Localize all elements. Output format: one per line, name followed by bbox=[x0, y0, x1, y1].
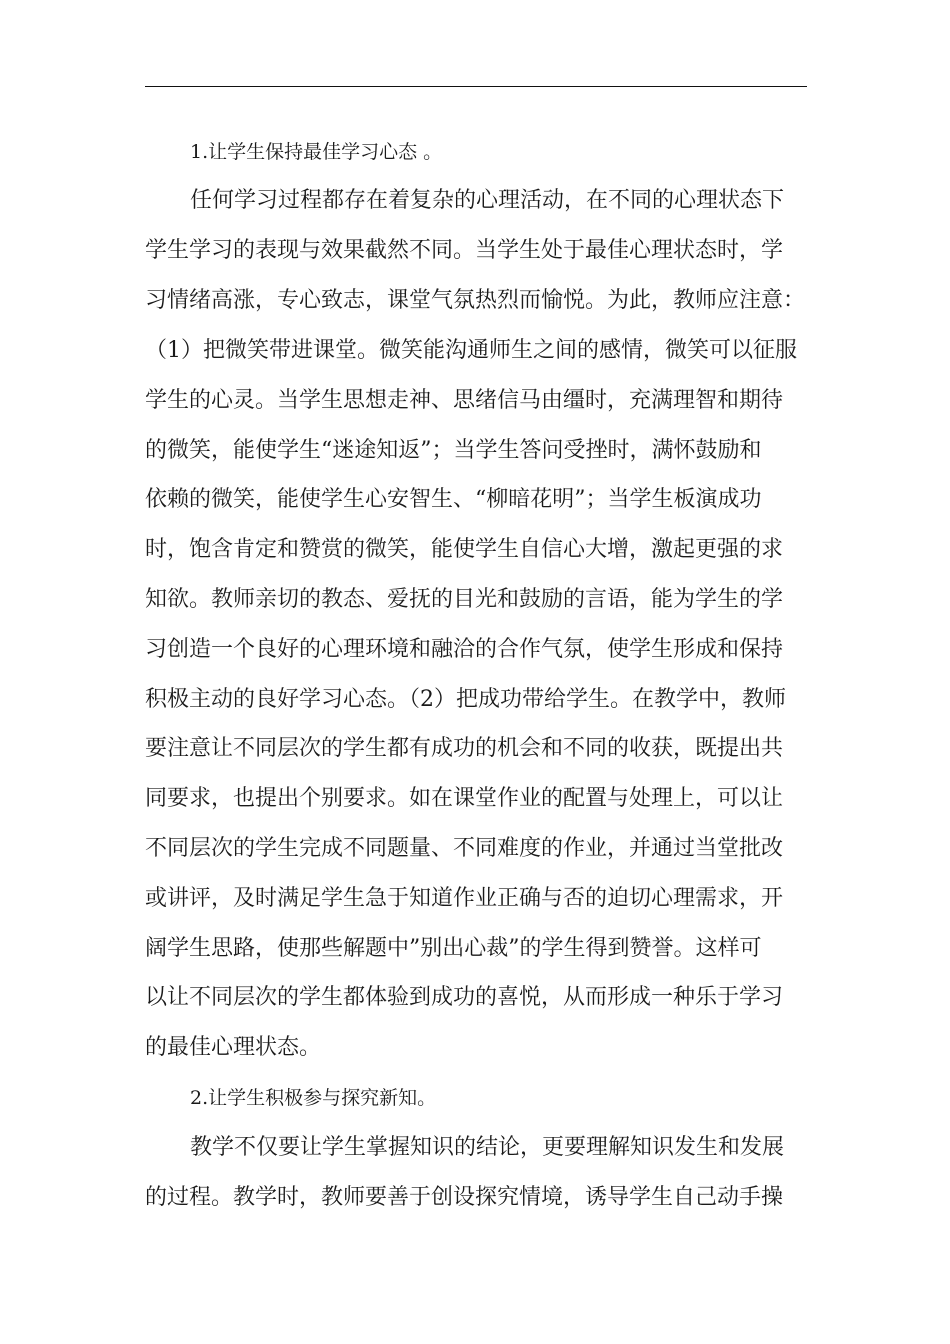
paragraph-line: （1）把微笑带进课堂。微笑能沟通师生之间的感情，微笑可以征服 bbox=[145, 338, 797, 363]
paragraph-line: 习创造一个良好的心理环境和融洽的合作气氛，使学生形成和保持 bbox=[145, 637, 784, 662]
paragraph-line: 任何学习过程都存在着复杂的心理活动，在不同的心理状态下 bbox=[190, 188, 785, 213]
paragraph-line: 依赖的微笑，能使学生心安智生、“柳暗花明”；当学生板演成功 bbox=[145, 487, 762, 512]
paragraph-line: 要注意让不同层次的学生都有成功的机会和不同的收获，既提出共 bbox=[145, 736, 784, 761]
paragraph-line: 教学不仅要让学生掌握知识的结论，更要理解知识发生和发展 bbox=[190, 1135, 785, 1160]
paragraph-line: 习情绪高涨，专心致志，课堂气氛热烈而愉悦。为此，教师应注意： bbox=[145, 288, 806, 313]
paragraph-line: 知欲。教师亲切的教态、爱抚的目光和鼓励的言语，能为学生的学 bbox=[145, 587, 784, 612]
paragraph-line: 时，饱含肯定和赞赏的微笑，能使学生自信心大增，激起更强的求 bbox=[145, 537, 784, 562]
section-heading-2: 2.让学生积极参与探究新知。 bbox=[190, 1087, 437, 1109]
paragraph-line: 同要求，也提出个别要求。如在课堂作业的配置与处理上，可以让 bbox=[145, 786, 784, 811]
paragraph-line: 的过程。教学时，教师要善于创设探究情境，诱导学生自己动手操 bbox=[145, 1185, 784, 1210]
section-heading-1: 1.让学生保持最佳学习心态 。 bbox=[190, 141, 443, 163]
header-rule bbox=[145, 86, 807, 87]
paragraph-line: 的微笑，能使学生“迷途知返”；当学生答问受挫时，满怀鼓励和 bbox=[145, 438, 762, 463]
paragraph-line: 阔学生思路，使那些解题中”别出心裁”的学生得到赞誉。这样可 bbox=[145, 936, 762, 961]
paragraph-line: 学生的心灵。当学生思想走神、思绪信马由缰时，充满理智和期待 bbox=[145, 388, 784, 413]
paragraph-line: 学生学习的表现与效果截然不同。当学生处于最佳心理状态时，学 bbox=[145, 238, 784, 263]
paragraph-line: 的最佳心理状态。 bbox=[145, 1035, 322, 1060]
paragraph-line: 以让不同层次的学生都体验到成功的喜悦，从而形成一种乐于学习 bbox=[145, 985, 784, 1010]
paragraph-line: 或讲评，及时满足学生急于知道作业正确与否的迫切心理需求，开 bbox=[145, 886, 784, 911]
paragraph-line: 积极主动的良好学习心态。（2）把成功带给学生。在教学中，教师 bbox=[145, 687, 786, 712]
paragraph-line: 不同层次的学生完成不同题量、不同难度的作业，并通过当堂批改 bbox=[145, 836, 784, 861]
